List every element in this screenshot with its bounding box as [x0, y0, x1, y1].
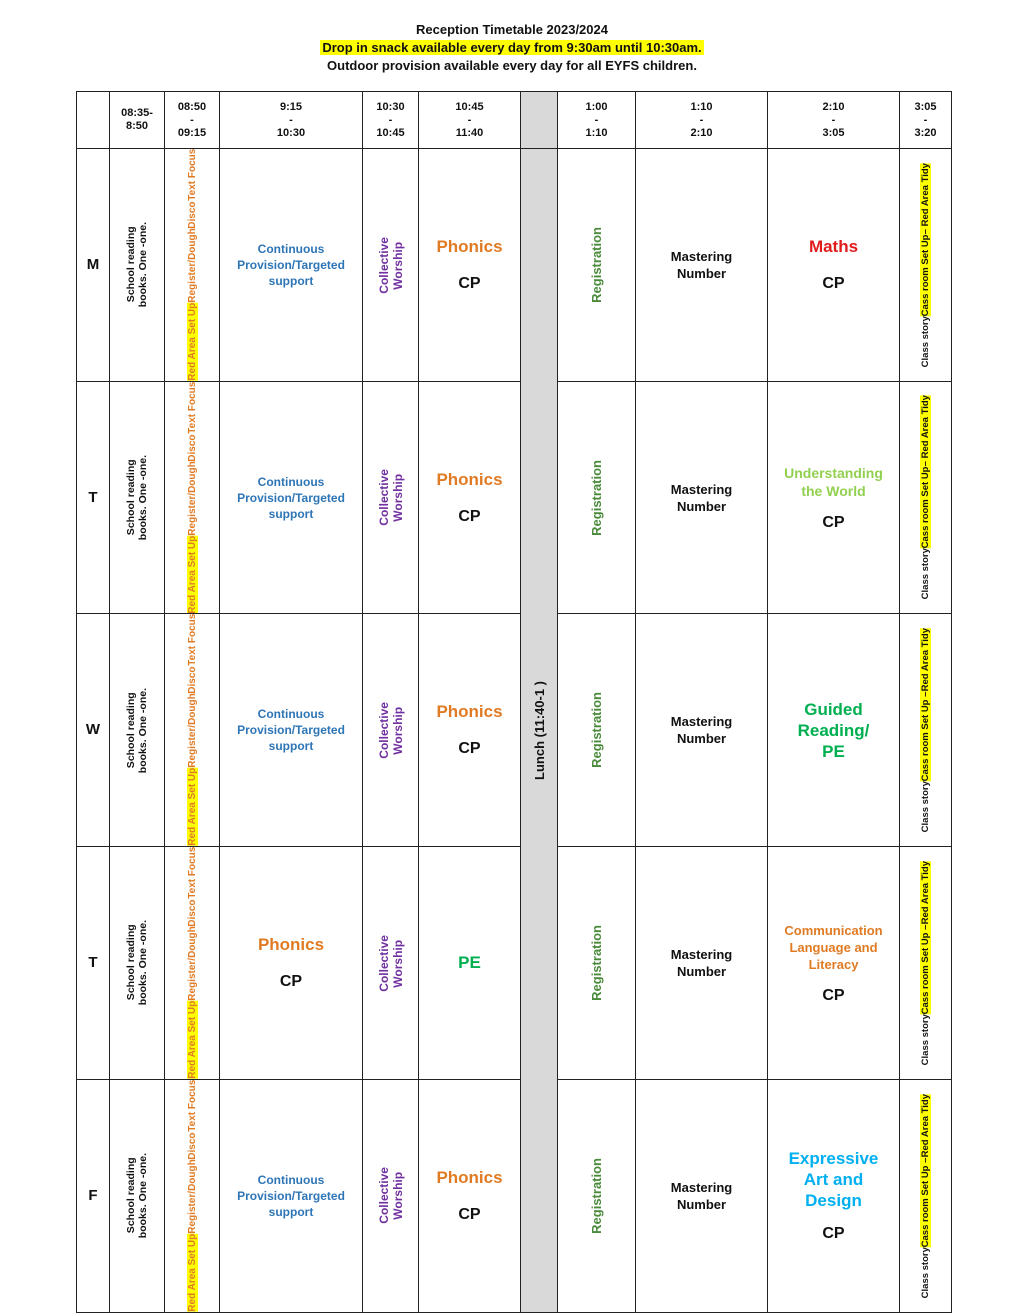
tidy-line: – Red Area Tidy	[920, 162, 931, 234]
number-line: Number	[676, 964, 727, 980]
register-dough: Register/Dough	[186, 461, 198, 536]
time-text: 3:05	[914, 100, 937, 113]
register-dough: Register/Dough	[186, 926, 198, 1001]
day-cell	[77, 1079, 110, 1312]
time-text: -	[289, 113, 293, 126]
slot-1045-cell	[419, 847, 521, 1080]
worship-wrap	[363, 847, 418, 1079]
text-focus: Text Focus	[186, 149, 198, 202]
registration-cell	[558, 614, 636, 847]
slot-210-cell	[768, 847, 900, 1080]
mastering-line: Mastering	[670, 481, 733, 497]
slot-210-subject	[768, 236, 899, 257]
slot-210-subject	[768, 464, 899, 500]
reading-wrap	[110, 149, 164, 381]
reading-cell	[110, 847, 165, 1080]
class-story: Class story	[920, 781, 931, 833]
registration-label-wrap	[558, 382, 635, 614]
time-text: 9:15	[279, 100, 303, 113]
text-focus: Text Focus	[186, 381, 198, 434]
continuous-line: Continuous	[257, 241, 325, 256]
worship-text	[377, 237, 405, 294]
disco-text: Disco	[186, 666, 198, 694]
cp-label: CP	[458, 274, 481, 292]
worship-wrap	[363, 149, 418, 381]
story-cell	[900, 149, 952, 382]
time-text: 08:50	[177, 100, 207, 113]
mastering-line: Mastering	[670, 1179, 733, 1195]
reading-line: books. One -one.	[137, 222, 149, 308]
continuous-line: Provision/Targeted	[237, 723, 345, 738]
registration-label: Registration	[589, 692, 604, 769]
reading-line: books. One -one.	[137, 687, 149, 773]
worship-line: Worship	[390, 240, 405, 289]
worship-line: Worship	[390, 1171, 405, 1220]
continuous-line: support	[268, 506, 314, 521]
day-row	[77, 614, 952, 847]
time-slot-header	[558, 92, 636, 149]
registration-label: Registration	[589, 925, 604, 1001]
slot-915-cell	[220, 149, 363, 382]
lunch-label: Lunch (11:40-1 )	[531, 680, 547, 780]
register-wrap	[165, 1080, 219, 1312]
mastering-number	[636, 481, 767, 515]
day-letter: F	[88, 1186, 98, 1204]
registration-cell	[558, 1079, 636, 1312]
mastering-line: Mastering	[670, 947, 733, 963]
registration-label: Registration	[589, 226, 604, 303]
time-text: 2:10	[690, 126, 713, 139]
slot-1045-subject: Phonics	[436, 1167, 503, 1187]
continuous-line: Provision/Targeted	[237, 257, 345, 272]
phonics-label: Phonics	[257, 935, 325, 955]
text-focus: Text Focus	[186, 847, 198, 900]
disco-text: Disco	[186, 433, 198, 461]
slot-1045-subject: Phonics	[436, 469, 503, 489]
register-cell	[165, 1079, 220, 1312]
reading-text	[125, 920, 149, 1005]
story-text	[920, 628, 931, 832]
time-text: 1:10	[585, 126, 608, 139]
reading-line: School reading	[125, 459, 137, 536]
time-text: 2:10	[822, 100, 845, 113]
subject-line: PE	[822, 741, 845, 761]
red-area-setup: Red Area Set Up	[186, 1000, 198, 1079]
worship-line: Worship	[390, 473, 405, 522]
registration-cell	[558, 381, 636, 614]
collective-line: Collective	[376, 236, 391, 294]
collective-line: Collective	[376, 934, 391, 992]
text-focus: Text Focus	[186, 614, 198, 667]
reading-wrap	[110, 614, 164, 846]
disco-text: Disco	[186, 899, 198, 927]
reading-line: School reading	[125, 692, 137, 769]
slot-210-cell	[768, 614, 900, 847]
register-wrap	[165, 614, 219, 846]
red-area-setup: Red Area Set Up	[186, 768, 198, 847]
register-text	[187, 382, 198, 614]
registration-label: Registration	[589, 1157, 604, 1234]
story-text	[920, 163, 931, 367]
worship-wrap	[363, 614, 418, 846]
tidy-line: Cass room Set Up	[920, 466, 931, 549]
story-wrap	[900, 382, 951, 614]
cp-label: CP	[822, 986, 845, 1004]
day-letter: W	[85, 721, 101, 739]
subject-line: Reading/	[797, 720, 870, 740]
mastering-number	[636, 713, 767, 747]
day-row	[77, 381, 952, 614]
register-cell	[165, 149, 220, 382]
registration-cell	[558, 847, 636, 1080]
reading-text	[125, 222, 149, 307]
worship-cell	[363, 149, 419, 382]
timetable	[76, 91, 952, 1313]
time-text: -	[190, 113, 194, 126]
register-wrap	[165, 149, 219, 381]
worship-text	[377, 935, 405, 992]
slot-210-subject	[768, 699, 899, 762]
reading-cell	[110, 381, 165, 614]
mastering-cell	[636, 149, 768, 382]
continuous-provision	[220, 474, 362, 522]
story-wrap	[900, 149, 951, 381]
subject-line: the World	[801, 482, 866, 499]
registration-cell	[558, 149, 636, 382]
red-area-setup: Red Area Set Up	[186, 1233, 198, 1312]
reading-wrap	[110, 1080, 164, 1312]
mastering-number	[636, 946, 767, 980]
text-focus: Text Focus	[186, 1079, 198, 1132]
collective-line: Collective	[376, 469, 391, 526]
slot-1045-subject: Phonics	[436, 702, 503, 722]
story-cell	[900, 847, 952, 1080]
cp-label: CP	[279, 973, 303, 991]
worship-text	[377, 1167, 405, 1224]
day-cell	[77, 847, 110, 1080]
reading-wrap	[110, 382, 164, 614]
time-slot-header	[110, 92, 165, 149]
disco-text: Disco	[186, 1131, 198, 1160]
continuous-line: support	[268, 739, 314, 754]
time-slot-header	[768, 92, 900, 149]
class-story: Class story	[920, 315, 931, 368]
time-text: -	[467, 113, 472, 126]
worship-text	[377, 702, 405, 759]
worship-cell	[363, 847, 419, 1080]
story-text	[920, 1094, 931, 1298]
subject-line: Design	[805, 1191, 862, 1211]
slot-915-cell	[220, 847, 363, 1080]
tidy-line: Red Area Tidy	[920, 1093, 931, 1157]
worship-cell	[363, 614, 419, 847]
collective-line: Collective	[376, 701, 391, 759]
worship-cell	[363, 381, 419, 614]
story-wrap	[900, 1080, 951, 1312]
worship-wrap	[363, 1080, 418, 1312]
day-row	[77, 1079, 952, 1312]
time-text: 10:45	[455, 100, 484, 113]
time-text: 3:20	[914, 126, 937, 139]
slot-210-cell	[768, 1079, 900, 1312]
corner-cell	[77, 92, 110, 149]
mastering-cell	[636, 381, 768, 614]
mastering-cell	[636, 847, 768, 1080]
day-cell	[77, 614, 110, 847]
time-slot-header	[900, 92, 952, 149]
slot-210-cell	[768, 381, 900, 614]
tidy-line: Cass room Set Up –	[920, 924, 931, 1014]
continuous-provision	[220, 1172, 362, 1220]
register-text	[187, 1080, 198, 1312]
snack-note-line	[0, 40, 1024, 55]
time-slot-header	[165, 92, 220, 149]
day-letter: T	[88, 488, 98, 506]
time-slot-header	[220, 92, 363, 149]
cp-label: CP	[822, 513, 845, 531]
day-cell	[77, 381, 110, 614]
reading-line: books. One -one.	[137, 920, 149, 1006]
time-text: 8:50	[125, 120, 149, 132]
register-dough: Register/Dough	[186, 693, 198, 769]
subject-line: Understanding	[784, 464, 883, 481]
slot-1045-cell	[419, 149, 521, 382]
snack-note: Drop in snack available every day from 9:30am until 10:30am.	[322, 40, 702, 55]
cp-label: CP	[458, 507, 481, 525]
time-text: 11:40	[455, 126, 484, 139]
register-dough: Register/Dough	[186, 1159, 198, 1234]
registration-label-wrap	[558, 149, 635, 381]
mastering-line: Mastering	[670, 714, 733, 730]
slot-1045-subject: PE	[458, 953, 481, 973]
cp-label: CP	[822, 1225, 845, 1243]
time-slot-header	[636, 92, 768, 149]
tidy-line: Cass room Set Up	[920, 233, 931, 316]
continuous-line: Continuous	[257, 474, 325, 489]
register-wrap	[165, 847, 219, 1079]
time-text: 10:30	[276, 126, 306, 139]
continuous-line: support	[268, 1204, 314, 1219]
continuous-line: Continuous	[257, 1172, 325, 1187]
tidy-line: Cass room Set Up –	[920, 691, 931, 782]
subject-line: Maths	[808, 237, 859, 257]
reading-cell	[110, 149, 165, 382]
reading-line: School reading	[125, 925, 137, 1001]
reading-cell	[110, 614, 165, 847]
cp-label: CP	[458, 740, 481, 758]
mastering-number	[636, 1179, 767, 1213]
subject-line: Expressive	[788, 1149, 879, 1169]
registration-label-wrap	[558, 847, 635, 1079]
reading-line: School reading	[125, 1157, 137, 1234]
story-text	[920, 861, 931, 1065]
outdoor-note: Outdoor provision available every day for all EYFS children.	[327, 58, 697, 73]
reading-cell	[110, 1079, 165, 1312]
continuous-line: Continuous	[257, 707, 325, 722]
slot-210-cell	[768, 149, 900, 382]
slot-915-cell	[220, 381, 363, 614]
register-text	[187, 614, 198, 846]
class-story: Class story	[920, 1246, 931, 1298]
number-line: Number	[676, 1196, 727, 1212]
time-header-row	[77, 92, 952, 149]
slot-210-subject	[768, 922, 899, 973]
class-story: Class story	[920, 548, 931, 600]
lunch-cell	[521, 149, 558, 1313]
tidy-line: Red Area Tidy	[920, 860, 931, 925]
time-text: 1:00	[585, 100, 608, 113]
reading-line: books. One -one.	[137, 454, 149, 541]
class-story: Class story	[920, 1013, 931, 1066]
mastering-number	[636, 248, 767, 282]
worship-wrap	[363, 382, 418, 614]
story-cell	[900, 381, 952, 614]
time-text: -	[699, 113, 704, 126]
time-text: -	[388, 113, 393, 126]
reading-text	[125, 455, 149, 540]
time-text: 1:10	[690, 100, 713, 113]
red-area-setup: Red Area Set Up	[186, 535, 198, 614]
story-wrap	[900, 614, 951, 846]
time-text: -	[923, 113, 928, 126]
reading-line: School reading	[125, 226, 137, 303]
tidy-line: – Red Area Tidy	[920, 395, 931, 467]
register-cell	[165, 614, 220, 847]
subject-line: Communication	[784, 922, 883, 938]
disco-text: Disco	[186, 201, 198, 229]
red-area-setup: Red Area Set Up	[186, 302, 198, 381]
lunch-wrap	[521, 149, 557, 1312]
day-row	[77, 149, 952, 382]
continuous-line: Provision/Targeted	[237, 490, 345, 505]
continuous-line: support	[268, 273, 314, 288]
register-cell	[165, 847, 220, 1080]
slot-210-subject	[768, 1148, 899, 1211]
day-row	[77, 847, 952, 1080]
register-text	[187, 149, 198, 381]
time-text: -	[594, 113, 599, 126]
day-letter: T	[88, 954, 98, 972]
number-line: Number	[676, 265, 727, 281]
registration-label-wrap	[558, 1080, 635, 1312]
subject-line: Art and	[803, 1170, 864, 1190]
reading-text	[125, 688, 149, 773]
register-text	[187, 847, 198, 1079]
time-text: 09:15	[177, 126, 207, 139]
reading-wrap	[110, 847, 164, 1079]
tidy-line: Cass room Set Up –	[920, 1156, 931, 1247]
number-line: Number	[676, 731, 727, 747]
slot-1045-cell	[419, 381, 521, 614]
registration-label: Registration	[589, 459, 604, 536]
mastering-cell	[636, 1079, 768, 1312]
time-text: 08:35-	[121, 107, 153, 119]
cp-label: CP	[458, 1205, 481, 1223]
register-cell	[165, 381, 220, 614]
registration-label-wrap	[558, 614, 635, 846]
timetable-title: Reception Timetable 2023/2024	[416, 22, 608, 37]
lunch-header-cell	[521, 92, 558, 149]
slot-1045-cell	[419, 1079, 521, 1312]
story-wrap	[900, 847, 951, 1079]
reading-line: books. One -one.	[137, 1153, 149, 1239]
story-cell	[900, 1079, 952, 1312]
time-text: 3:05	[822, 126, 845, 139]
slot-1045-subject: Phonics	[436, 236, 503, 256]
worship-cell	[363, 1079, 419, 1312]
time-slot-header	[419, 92, 521, 149]
mastering-cell	[636, 614, 768, 847]
story-text	[920, 395, 931, 599]
subject-line: Literacy	[808, 956, 859, 972]
day-cell	[77, 149, 110, 382]
slot-1045-cell	[419, 614, 521, 847]
worship-text	[377, 469, 405, 526]
time-text: -	[831, 113, 836, 126]
worship-line: Worship	[390, 939, 405, 987]
slot-915-cell	[220, 1079, 363, 1312]
outdoor-note-line	[0, 58, 1024, 73]
subject-line: Guided	[804, 699, 863, 719]
time-slot-header	[363, 92, 419, 149]
day-letter: M	[86, 255, 100, 273]
cp-label: CP	[822, 275, 845, 293]
register-dough: Register/Dough	[186, 228, 198, 303]
subject-line: Language and	[789, 939, 878, 955]
tidy-line: Red Area Tidy	[920, 628, 931, 692]
time-text: 10:30	[376, 100, 405, 113]
number-line: Number	[676, 498, 727, 514]
register-wrap	[165, 382, 219, 614]
continuous-provision	[220, 241, 362, 289]
mastering-line: Mastering	[670, 248, 733, 264]
worship-line: Worship	[390, 706, 405, 755]
continuous-line: Provision/Targeted	[237, 1188, 345, 1203]
page-title	[0, 22, 1024, 37]
reading-text	[125, 1153, 149, 1238]
collective-line: Collective	[376, 1167, 391, 1225]
slot-915-cell	[220, 614, 363, 847]
story-cell	[900, 614, 952, 847]
continuous-provision	[220, 706, 362, 754]
time-text: 10:45	[376, 126, 405, 139]
